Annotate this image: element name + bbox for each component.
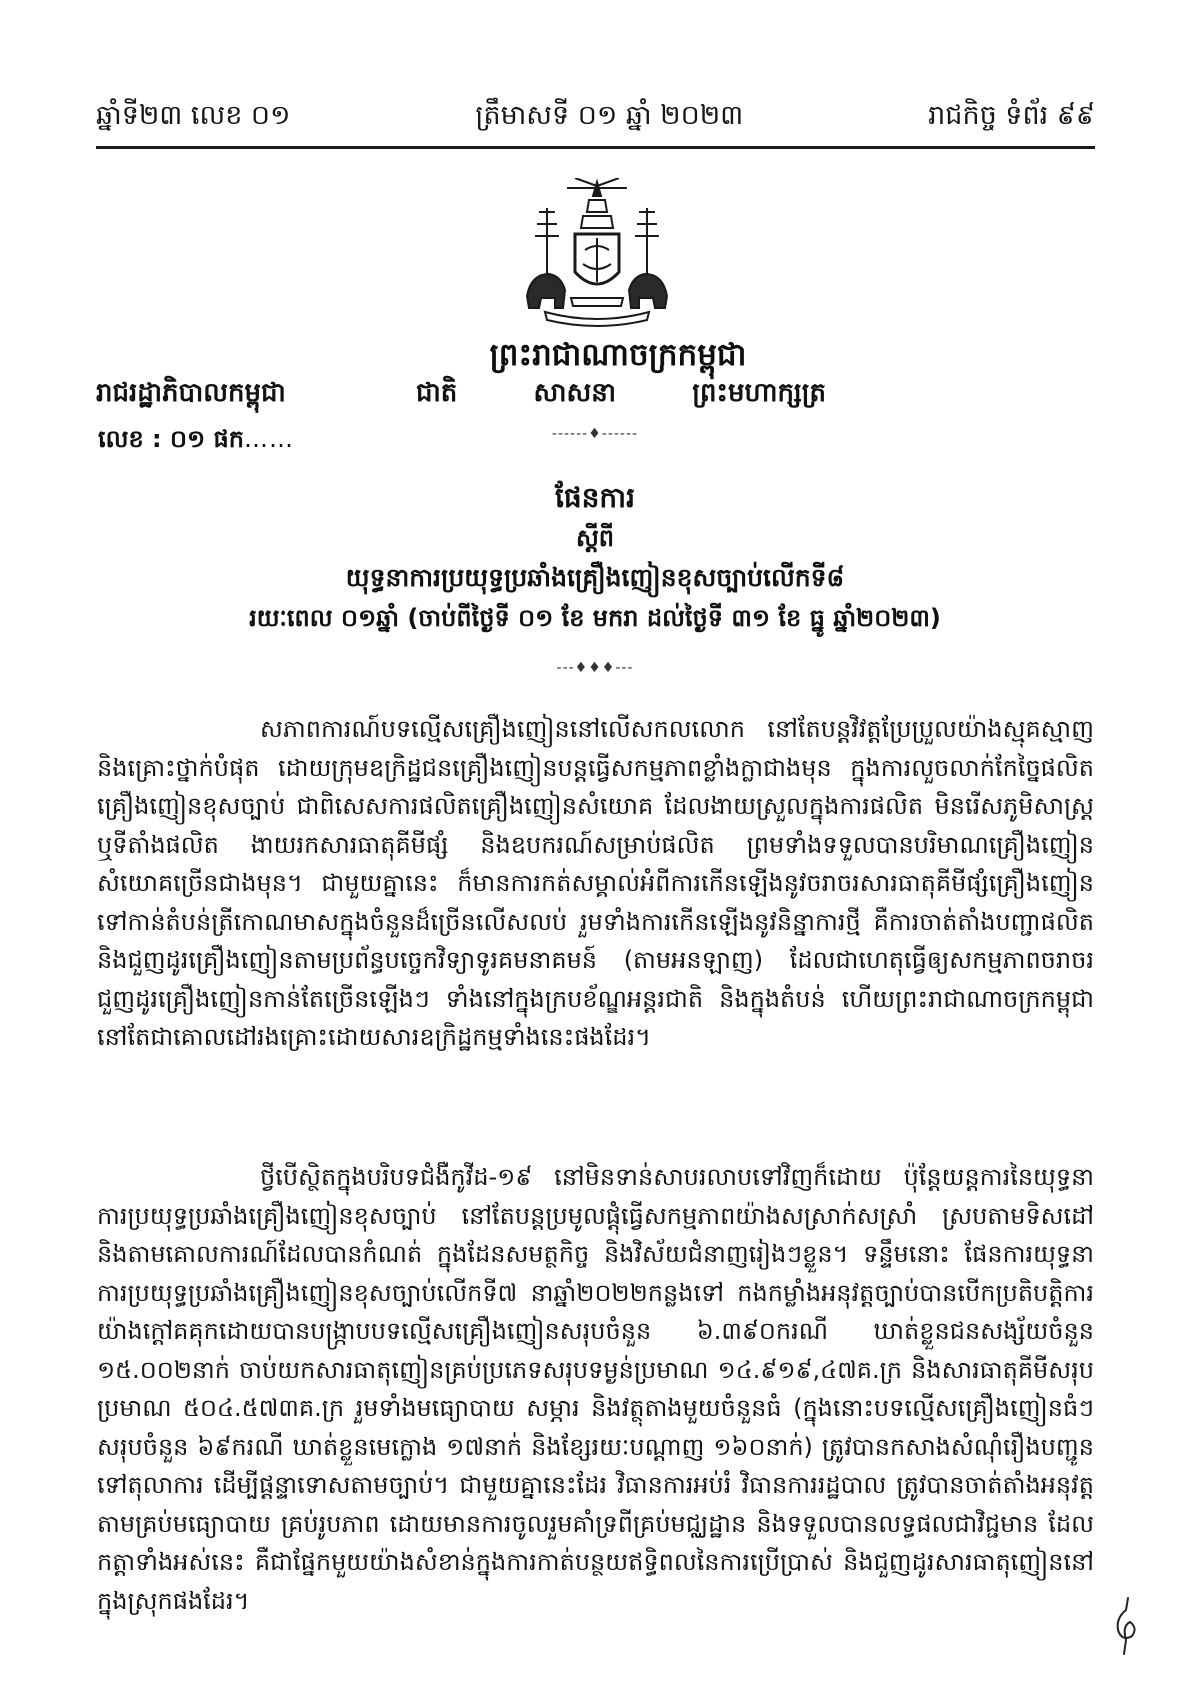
gazette-header <box>96 96 1095 140</box>
title-about: ស្តីពី <box>575 524 615 552</box>
motto-king: ព្រះមហាក្សត្រ <box>692 378 826 408</box>
kingdom-name: ព្រះរាជាណាចក្រកម្ពុជា <box>489 337 747 373</box>
document-number-dots: …… <box>244 425 294 453</box>
royal-coat-of-arms-icon <box>517 178 677 328</box>
document-number-value: ០១ ផក <box>170 425 244 453</box>
motto-nation: ជាតិ <box>416 378 458 408</box>
body-paragraph-2 <box>97 1158 1094 1620</box>
government-name: រាជរដ្ឋាភិបាលកម្ពុជា <box>96 378 286 408</box>
national-motto <box>416 376 826 414</box>
motto-ornament: ------♦------ <box>551 426 639 442</box>
header-year-issue: ឆ្នាំទី២៣ លេខ ០១ <box>96 99 291 131</box>
document-number-label: លេខ : <box>98 425 162 453</box>
body-paragraph-1 <box>97 710 1094 1057</box>
motto-religion: សាសនា <box>533 378 617 408</box>
paragraph-text: ថ្វីបើស្ថិតក្នុងបរិបទជំងឺកូវីដ-១៩ នៅមិនទាន់សាបរលាបទៅវិញក៏ដោយ ប៉ុន្តែយន្តការនៃយុទ្ធនាការប្រយុទ្ធប្រឆាំងគ្រឿងញៀនខុសច្បាប់ នៅតែបន្តប្រមូលផ្តុំធ្វើសកម្មភាពយ៉ាងសស្រាក់សស្រាំ ស្របតាមទិសដៅ និងតាមគោលការណ៍ដែលបានកំណត់ ក្នុងដែនសមត្ថកិច្ច និងវិស័យជំនាញរៀងៗខ្លួន។ ទន្ទឹមនោះ ផែនការយុទ្ធនាការប្រយុទ្ធប្រឆាំងគ្រឿងញៀនខុសច្បាប់លើកទី៧ នាឆ្នាំ២០២២កន្លងទៅ កងកម្លាំងអនុវត្តច្បាប់បានបើកប្រតិបត្តិការយ៉ាងក្តៅគគុកដោយបានបង្ក្រាបបទល្មើសគ្រឿងញៀនសរុបចំនួន ៦.៣៩០ករណី ឃាត់ខ្លួនជនសង្ស័យចំនួន ១៥.០០២នាក់ ចាប់យកសារធាតុញៀនគ្រប់ប្រភេទសរុបទម្ងន់ប្រមាណ ១៤.៩១៩,៤៧គ.ក្រ និងសារធាតុគីមីសរុបប្រមាណ ៥០៤.៥៧៣គ.ក្រ រួមទាំងមធ្យោបាយ សម្ភារ និងវត្ថុតាងមួយចំនួនធំ (ក្នុងនោះបទល្មើសគ្រឿងញៀនធំៗ សរុបចំនួន ៦៩ករណី ឃាត់ខ្លួនមេក្លោង ១៧នាក់ និងខ្សែរយៈបណ្តាញ ១៦០នាក់) ត្រូវបានកសាងសំណុំរឿងបញ្ជូនទៅតុលាការ ដើម្បីផ្តន្ទាទោសតាមច្បាប់។ ជាមួយគ្នានេះដែរ វិធានការអប់រំ វិធានការរដ្ឋបាល ត្រូវបានចាត់តាំងអនុវត្តតាមគ្រប់មធ្យោបាយ គ្រប់រូបភាព ដោយមានការចូលរួមគាំទ្រពីគ្រប់មជ្ឈដ្ឋាន និងទទួលបានលទ្ធផលជាវិជ្ជមាន ដែលកត្តាទាំងអស់នេះ គឺជាផ្នែកមួយយ៉ាងសំខាន់ក្នុងការកាត់បន្ថយឥទ្ធិពលនៃការប្រើប្រាស់ និងជួញដូរសារធាតុញៀននៅក្នុងស្រុកផងដែរ។ <box>97 1163 1094 1615</box>
title-plan: ផែនការ <box>555 481 635 514</box>
title-period: រយៈពេល ០១ឆ្នាំ (ចាប់ពីថ្ងៃទី ០១ ខែ មករា ដល់ថ្ងៃទី ៣១ ខែ ធ្នូ ឆ្នាំ២០២៣) <box>249 604 941 632</box>
header-date: ត្រឹមាសទី ០១ ឆ្នាំ ២០២៣ <box>475 99 744 131</box>
initials-signature-icon <box>1108 1596 1144 1656</box>
header-gazette-page: រាជកិច្ច ទំព័រ ៩៩ <box>928 99 1095 131</box>
paragraph-text: សភាពការណ៍បទល្មើសគ្រឿងញៀននៅលើសកលលោក នៅតែបន្តវិវត្តប្រែប្រួលយ៉ាងស្មុគស្មាញ និងគ្រោះថ្នាក់បំផុត ដោយក្រុមឧក្រិដ្ឋជនគ្រឿងញៀនបន្តធ្វើសកម្មភាពខ្លាំងក្លាជាងមុន ក្នុងការលួចលាក់កែច្នៃផលិតគ្រឿងញៀនខុសច្បាប់ ជាពិសេសការផលិតគ្រឿងញៀនសំយោគ ដែលងាយស្រួលក្នុងការផលិត មិនរើសភូមិសាស្ត្រ ឬទីតាំងផលិត ងាយរកសារធាតុគីមីផ្សំ និងឧបករណ៍សម្រាប់ផលិត ព្រមទាំងទទួលបានបរិមាណគ្រឿងញៀនសំយោគច្រើនជាងមុន។ ជាមួយគ្នានេះ ក៏មានការកត់សម្គាល់អំពីការកើនឡើងនូវចរាចរសារធាតុគីមីផ្សំគ្រឿងញៀនទៅកាន់តំបន់ត្រីកោណមាសក្នុងចំនួនដ៏ច្រើនលើសលប់ រួមទាំងការកើនឡើងនូវនិន្នាការថ្មី គឺការចាត់តាំងបញ្ជាផលិត និងជួញដូរគ្រឿងញៀនតាមប្រព័ន្ធបច្ចេកវិទ្យាទូរគមនាគមន៍ (តាមអនឡាញ) ដែលជាហេតុធ្វើឲ្យសកម្មភាពចរាចរ ជួញដូរគ្រឿងញៀនកាន់តែច្រើនឡើងៗ ទាំងនៅក្នុងក្របខ័ណ្ឌអន្តរជាតិ និងក្នុងតំបន់ ហើយព្រះរាជាណាចក្រកម្ពុជា នៅតែជាគោលដៅរងគ្រោះដោយសារឧក្រិដ្ឋកម្មទាំងនេះផងដែរ។ <box>97 715 1094 1051</box>
document-number <box>98 424 294 459</box>
document-title-block <box>190 478 1000 638</box>
title-subject: យុទ្ធនាការប្រយុទ្ធប្រឆាំងគ្រឿងញៀនខុសច្បាប់លើកទី៨ <box>345 563 845 592</box>
title-ornament: ---♦♦♦--- <box>556 660 634 676</box>
header-divider <box>96 146 1095 149</box>
